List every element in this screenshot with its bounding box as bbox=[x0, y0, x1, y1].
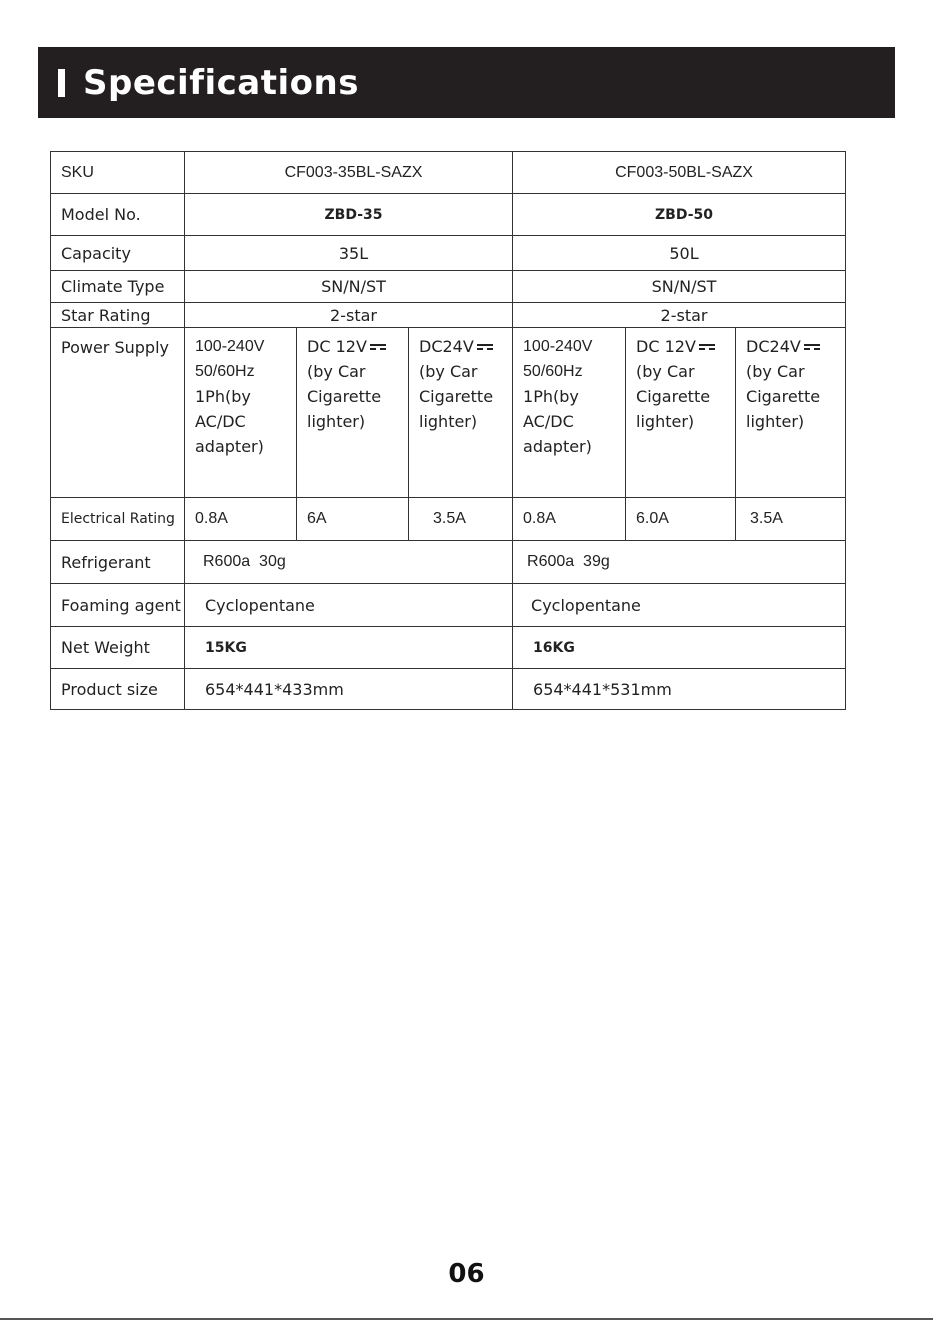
dc-current-icon bbox=[370, 344, 386, 351]
label-product-size: Product size bbox=[51, 669, 185, 710]
row-product-size bbox=[51, 669, 846, 710]
power-line: DC 12V bbox=[636, 337, 696, 356]
refrigerant-a: R600a 30g bbox=[185, 541, 513, 584]
row-climate bbox=[51, 271, 846, 303]
power-a-dc24 bbox=[409, 328, 513, 498]
power-line: Cigarette bbox=[307, 387, 382, 406]
power-line: lighter) bbox=[636, 412, 695, 431]
row-model bbox=[51, 194, 846, 236]
power-line: adapter) bbox=[195, 437, 264, 456]
power-line: 100-240V bbox=[195, 338, 265, 355]
foaming-b: Cyclopentane bbox=[513, 584, 846, 627]
foaming-a: Cyclopentane bbox=[185, 584, 513, 627]
power-line: (by Car bbox=[746, 362, 805, 381]
star-b: 2-star bbox=[513, 303, 846, 328]
power-b-ac bbox=[513, 328, 626, 498]
row-electrical bbox=[51, 498, 846, 541]
bottom-divider bbox=[0, 1318, 933, 1320]
specifications-table bbox=[50, 151, 846, 710]
row-net-weight bbox=[51, 627, 846, 669]
electrical-value: 6A bbox=[297, 498, 409, 541]
power-a-dc12 bbox=[297, 328, 409, 498]
capacity-a: 35L bbox=[185, 236, 513, 271]
label-model: Model No. bbox=[51, 194, 185, 236]
power-line: AC/DC bbox=[195, 412, 246, 431]
power-line: 1Ph(by bbox=[195, 387, 251, 406]
row-foaming bbox=[51, 584, 846, 627]
refrigerant-b: R600a 39g bbox=[513, 541, 846, 584]
section-header bbox=[38, 47, 895, 118]
sku-b: CF003-50BL-SAZX bbox=[513, 152, 846, 194]
power-line: DC24V bbox=[419, 337, 474, 356]
power-line: 1Ph(by bbox=[523, 387, 579, 406]
power-line: DC24V bbox=[746, 337, 801, 356]
power-line: DC 12V bbox=[307, 337, 367, 356]
power-line: Cigarette bbox=[636, 387, 711, 406]
star-a: 2-star bbox=[185, 303, 513, 328]
power-b-dc12 bbox=[626, 328, 736, 498]
power-a-ac bbox=[185, 328, 297, 498]
label-capacity: Capacity bbox=[51, 236, 185, 271]
label-star: Star Rating bbox=[51, 303, 185, 328]
row-sku bbox=[51, 152, 846, 194]
power-line: Cigarette bbox=[419, 387, 494, 406]
electrical-value: 0.8A bbox=[185, 498, 297, 541]
dc-current-icon bbox=[477, 344, 493, 351]
power-line: adapter) bbox=[523, 437, 592, 456]
power-line: 100-240V bbox=[523, 338, 593, 355]
sku-a: CF003-35BL-SAZX bbox=[185, 152, 513, 194]
power-line: 50/60Hz bbox=[523, 363, 583, 380]
power-line: AC/DC bbox=[523, 412, 574, 431]
row-power bbox=[51, 328, 846, 498]
electrical-value: 6.0A bbox=[626, 498, 736, 541]
row-refrigerant bbox=[51, 541, 846, 584]
net-weight-a: 15KG bbox=[185, 627, 513, 669]
dc-current-icon bbox=[804, 344, 820, 351]
header-bar-icon bbox=[58, 69, 65, 97]
power-line: (by Car bbox=[636, 362, 695, 381]
label-refrigerant: Refrigerant bbox=[51, 541, 185, 584]
climate-b: SN/N/ST bbox=[513, 271, 846, 303]
row-star bbox=[51, 303, 846, 328]
electrical-value: 3.5A bbox=[409, 498, 513, 541]
label-net-weight: Net Weight bbox=[51, 627, 185, 669]
electrical-value: 3.5A bbox=[736, 498, 846, 541]
power-line: lighter) bbox=[419, 412, 478, 431]
label-power: Power Supply bbox=[51, 328, 185, 498]
climate-a: SN/N/ST bbox=[185, 271, 513, 303]
model-b: ZBD-50 bbox=[513, 194, 846, 236]
model-a: ZBD-35 bbox=[185, 194, 513, 236]
page-number: 06 bbox=[448, 1259, 485, 1289]
label-sku: SKU bbox=[51, 152, 185, 194]
power-line: (by Car bbox=[307, 362, 366, 381]
power-line: Cigarette bbox=[746, 387, 821, 406]
power-line: lighter) bbox=[307, 412, 366, 431]
product-size-b: 654*441*531mm bbox=[513, 669, 846, 710]
capacity-b: 50L bbox=[513, 236, 846, 271]
label-foaming: Foaming agent bbox=[51, 584, 185, 627]
electrical-value: 0.8A bbox=[513, 498, 626, 541]
dc-current-icon bbox=[699, 344, 715, 351]
row-capacity bbox=[51, 236, 846, 271]
power-line: 50/60Hz bbox=[195, 363, 255, 380]
power-line: (by Car bbox=[419, 362, 478, 381]
power-line: lighter) bbox=[746, 412, 805, 431]
power-b-dc24 bbox=[736, 328, 846, 498]
label-climate: Climate Type bbox=[51, 271, 185, 303]
product-size-a: 654*441*433mm bbox=[185, 669, 513, 710]
net-weight-b: 16KG bbox=[513, 627, 846, 669]
label-electrical: Electrical Rating bbox=[51, 498, 185, 541]
section-title: Specifications bbox=[83, 62, 359, 103]
